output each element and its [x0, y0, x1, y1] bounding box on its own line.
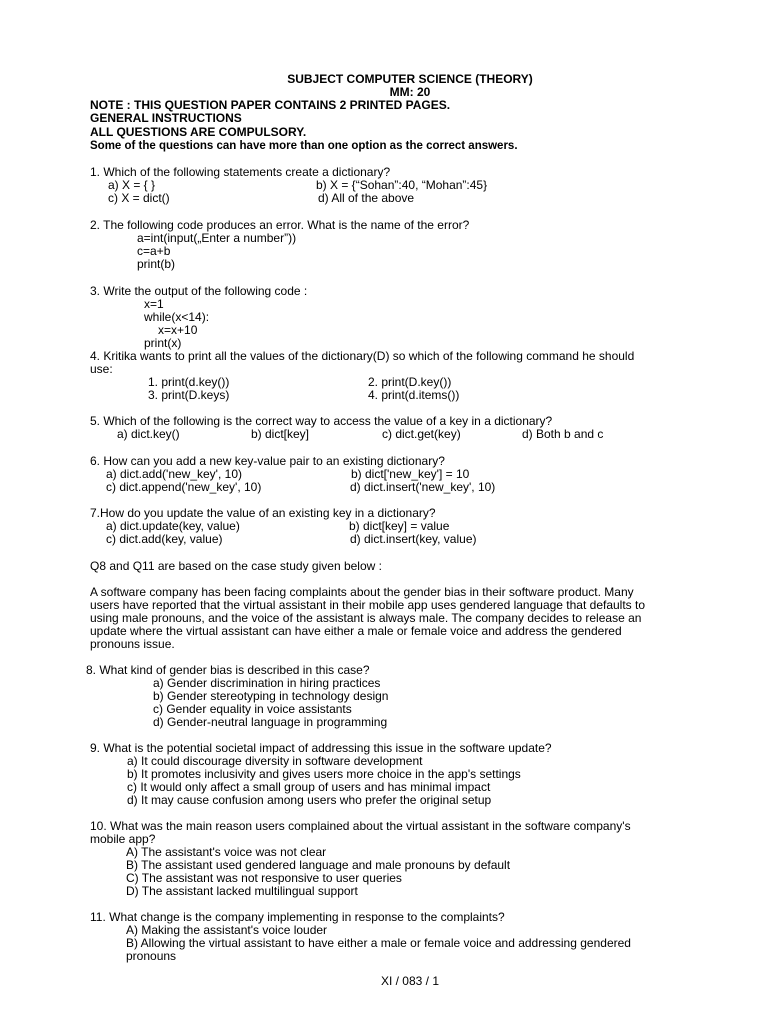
instruction-multiple: Some of the questions can have more than one option as the correct answers.	[90, 140, 518, 152]
case-study-line: update where the virtual assistant can have either a male or female voice and address the gendered	[90, 624, 622, 638]
q7-option-c: c) dict.add(key, value)	[106, 532, 223, 546]
q6-option-a: a) dict.add('new_key', 10)	[106, 467, 242, 481]
q10-option: B) The assistant used gendered language and male pronouns by default	[126, 858, 511, 872]
q11-option-a: A) Making the assistant's voice louder	[126, 923, 328, 937]
q6-question: 6. How can you add a new key-value pair to an existing dictionary?	[90, 454, 445, 468]
q4-option-1: 1. print(d.key())	[148, 375, 230, 389]
paper-subject: SUBJECT COMPUTER SCIENCE (THEORY)	[287, 72, 533, 86]
q5-question: 5. Which of the following is the correct way to access the value of a key in a dictionary?	[90, 414, 553, 428]
note-pages: NOTE : THIS QUESTION PAPER CONTAINS 2 PRINTED PAGES.	[90, 98, 451, 112]
q3-code-line: x=1	[144, 297, 164, 311]
q1-question: 1. Which of the following statements create a dictionary?	[90, 165, 391, 179]
q4-option-3: 3. print(D.keys)	[148, 388, 230, 402]
case-study-line: A software company has been facing complaints about the gender bias in their software product. Many	[90, 585, 634, 599]
general-instructions: GENERAL INSTRUCTIONS	[90, 111, 242, 125]
q11-option-b-cont: pronouns	[126, 949, 177, 963]
q4-question: 4. Kritika wants to print all the values of the dictionary(D) so which of the following command he should	[90, 349, 635, 363]
q7-question: 7.How do you update the value of an existing key in a dictionary?	[90, 506, 436, 520]
case-study-intro: Q8 and Q11 are based on the case study given below :	[90, 559, 382, 573]
q8-option: a) Gender discrimination in hiring practices	[153, 676, 381, 690]
q4-option-2: 2. print(D.key())	[368, 375, 452, 389]
q8-option: c) Gender equality in voice assistants	[153, 702, 352, 716]
q5-option-a: a) dict.key()	[117, 427, 180, 441]
case-study-line: pronouns issue.	[90, 637, 175, 651]
q2-code-line: c=a+b	[137, 244, 171, 258]
q2-code-line: a=int(input(„Enter a number”))	[137, 231, 297, 245]
q3-question: 3. Write the output of the following code :	[90, 284, 308, 298]
case-study-line: using male pronouns, and the voice of the assistant is always male. The company decides to release an	[90, 611, 642, 625]
q1-option-a: a) X = { }	[108, 178, 156, 192]
q10-option: C) The assistant was not responsive to user queries	[126, 871, 402, 885]
q5-option-c: c) dict.get(key)	[382, 427, 461, 441]
q3-code-line: x=x+10	[158, 323, 198, 337]
q1-option-d: d) All of the above	[318, 191, 415, 205]
q7-option-d: d) dict.insert(key, value)	[350, 532, 477, 546]
q4-question-cont: use:	[90, 362, 113, 376]
q5-option-b: b) dict[key]	[251, 427, 310, 441]
q5-option-d: d) Both b and c	[522, 427, 604, 441]
q10-question-cont: mobile app?	[90, 832, 156, 846]
q8-option: d) Gender-neutral language in programming	[153, 715, 388, 729]
q3-code-line: print(x)	[144, 336, 182, 350]
q4-option-4: 4. print(d.items())	[368, 388, 460, 402]
q11-option-b: B) Allowing the virtual assistant to have either a male or female voice and addressing gendered	[126, 936, 631, 950]
q3-code-line: while(x<14):	[144, 310, 210, 324]
q11-question: 11. What change is the company implementing in response to the complaints?	[90, 910, 505, 924]
q9-option: b) It promotes inclusivity and gives users more choice in the app's settings	[127, 767, 521, 781]
q10-question: 10. What was the main reason users complained about the virtual assistant in the software company's	[90, 819, 631, 833]
max-marks: MM: 20	[389, 85, 431, 99]
q6-option-d: d) dict.insert('new_key', 10)	[350, 480, 496, 494]
q8-question: 8. What kind of gender bias is described in this case?	[86, 663, 370, 677]
q8-option: b) Gender stereotyping in technology design	[153, 689, 389, 703]
q9-option: a) It could discourage diversity in software development	[127, 754, 423, 768]
instruction-compulsory: ALL QUESTIONS ARE COMPULSORY.	[90, 125, 307, 139]
q6-option-b: b) dict['new_key'] = 10	[351, 467, 470, 481]
q9-option: c) It would only affect a small group of users and has minimal impact	[127, 780, 491, 794]
page-number: XI / 083 / 1	[380, 974, 440, 988]
q1-option-b: b) X = {“Sohan”:40, “Mohan”:45}	[316, 178, 488, 192]
q2-question: 2. The following code produces an error. What is the name of the error?	[90, 218, 470, 232]
q7-option-a: a) dict.update(key, value)	[106, 519, 240, 533]
q10-option: D) The assistant lacked multilingual support	[126, 884, 358, 898]
q6-option-c: c) dict.append('new_key', 10)	[106, 480, 262, 494]
q9-option: d) It may cause confusion among users who prefer the original setup	[127, 793, 492, 807]
q1-option-c: c) X = dict()	[108, 191, 170, 205]
case-study-line: users have reported that the virtual assistant in their mobile app uses gendered language that defaults to	[90, 598, 646, 612]
q9-question: 9. What is the potential societal impact of addressing this issue in the software update?	[90, 741, 552, 755]
q7-option-b: b) dict[key] = value	[349, 519, 450, 533]
q2-code-line: print(b)	[137, 257, 176, 271]
q10-option: A) The assistant's voice was not clear	[126, 845, 327, 859]
